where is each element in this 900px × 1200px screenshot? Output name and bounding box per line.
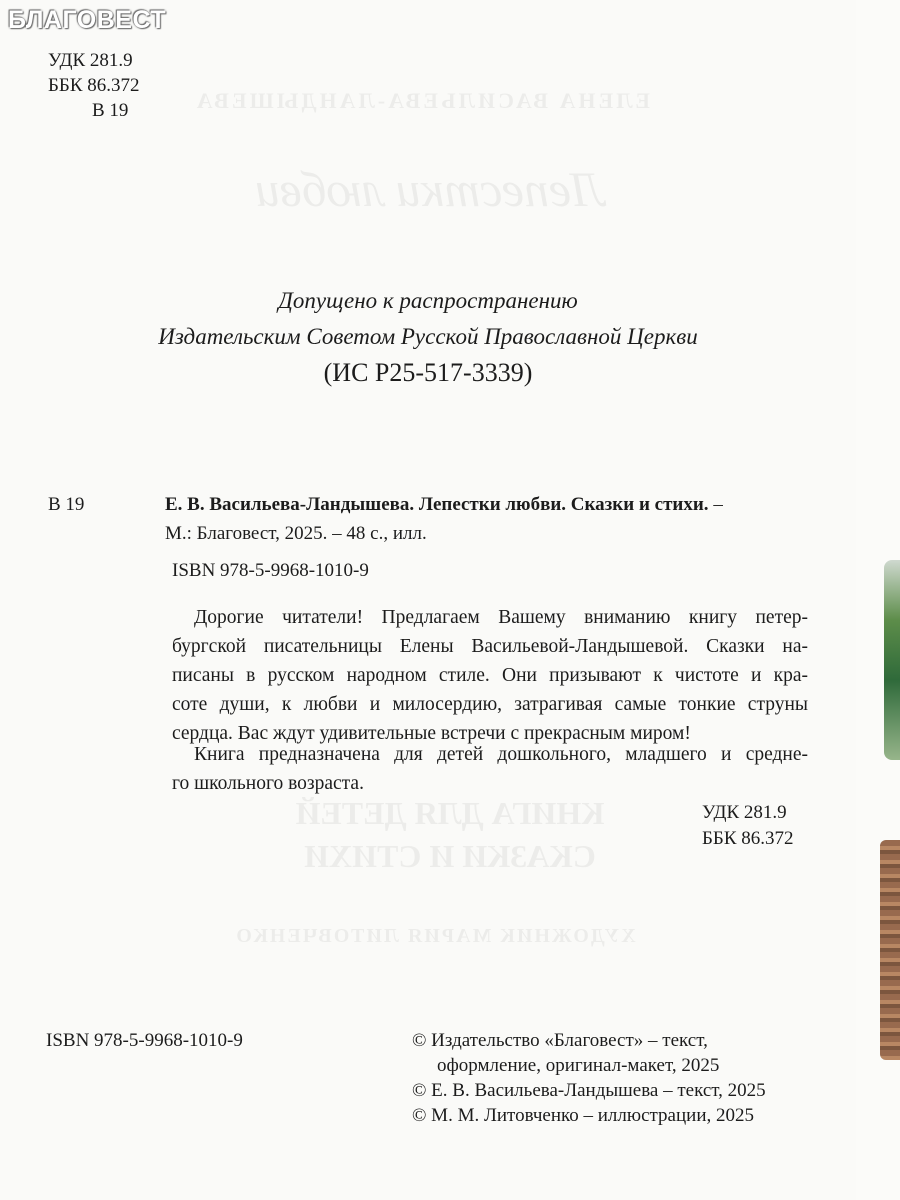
approval-code: (ИС Р25-517-3339) xyxy=(323,358,533,387)
annotation-line: писаны в русском народном стиле. Они призывают к чистоте и кра- xyxy=(172,665,808,686)
annotation-paragraph-2 xyxy=(172,740,808,798)
show-through-author: ЕЛЕНА ВАСИЛЬЕВА-ЛАНДЫШЕВА xyxy=(193,88,650,113)
annotation-line: сердца. Вас ждут удивительные встречи с прекрасным миром! xyxy=(172,723,691,744)
copyright-line-3: © Е. В. Васильева-Ландышева – текст, 2025 xyxy=(412,1080,766,1101)
adjacent-illustration-foliage xyxy=(884,560,900,760)
show-through-line-1: КНИГА ДЛЯ ДЕТЕЙ xyxy=(295,795,605,831)
approval-line-2: Издательским Советом Русской Православной Церкви xyxy=(158,324,698,349)
show-through-title: Лепестки любви xyxy=(254,161,606,217)
shop-watermark-logo: БЛАГОВЕСТ xyxy=(8,6,167,34)
annotation-line: соте души, к любви и милосердию, затрагивая самые тонкие струны xyxy=(172,694,808,715)
copyright-line-1: © Издательство «Благовест» – текст, xyxy=(412,1030,708,1051)
catalog-isbn: ISBN 978-5-9968-1010-9 xyxy=(172,560,369,581)
annotation-line: бургской писательницы Елены Васильевой-Ландышевой. Сказки на- xyxy=(172,636,808,657)
footer-isbn: ISBN 978-5-9968-1010-9 xyxy=(46,1030,243,1051)
bottom-udk-code: УДК 281.9 xyxy=(702,802,787,823)
copyright-line-2: оформление, оригинал-макет, 2025 xyxy=(437,1055,720,1076)
top-bbk-code: ББК 86.372 xyxy=(48,75,140,96)
copyright-line-4: © М. М. Литовченко – иллюстрации, 2025 xyxy=(412,1105,754,1126)
annotation-line: Дорогие читатели! Предлагаем Вашему вниманию книгу петер- xyxy=(194,607,808,628)
annotation-line: Книга предназначена для детей дошкольного, младшего и средне- xyxy=(194,744,808,765)
annotation-line: го школьного возраста. xyxy=(172,773,364,794)
catalog-entry-dash: – xyxy=(708,494,723,515)
top-udk-code: УДК 281.9 xyxy=(48,50,133,71)
catalog-entry xyxy=(165,492,723,517)
catalog-author-mark: В 19 xyxy=(48,494,85,515)
bottom-bbk-code: ББК 86.372 xyxy=(702,828,794,849)
show-through-line-2: СКАЗКИ И СТИХИ xyxy=(304,838,596,874)
show-through-line-3: ХУДОЖНИК МАРИЯ ЛИТОВЧЕНКО xyxy=(234,925,636,947)
catalog-entry-title: Е. В. Васильева-Ландышева. Лепестки любви. Сказки и стихи. xyxy=(165,494,709,515)
annotation-paragraph-1 xyxy=(172,603,808,748)
catalog-imprint: М.: Благовест, 2025. – 48 с., илл. xyxy=(165,523,427,544)
top-author-mark: В 19 xyxy=(92,100,129,121)
adjacent-illustration-trunk xyxy=(880,840,900,1060)
approval-line-1: Допущено к распространению xyxy=(278,288,578,313)
